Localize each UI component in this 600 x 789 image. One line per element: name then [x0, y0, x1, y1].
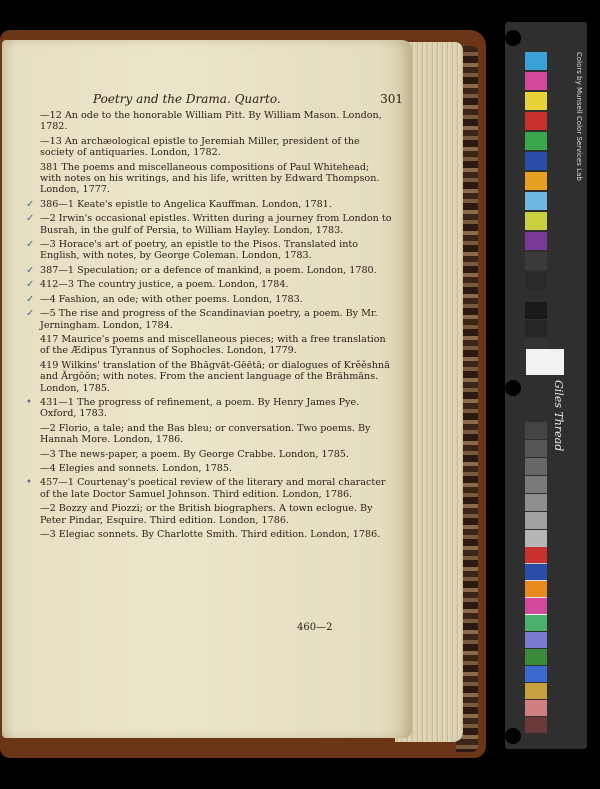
color-swatch	[525, 232, 547, 250]
catalog-entry	[26, 396, 392, 420]
entry-text: The poems and miscellaneous compositions of Paul Whitehead; with notes on his writings, and his life, written by Edward Thompson. London, 1777.	[40, 161, 380, 196]
color-swatch	[525, 598, 547, 614]
entry-number: —3	[40, 448, 56, 460]
color-swatch	[525, 132, 547, 150]
tick-mark: ✓	[26, 308, 35, 320]
tick-mark: ✓	[26, 239, 35, 251]
entry-number: —4	[40, 462, 56, 474]
tick-mark: ✓	[26, 279, 35, 291]
entry-text: Florio, a tale; and the Bas bleu; or conversation. Two poems. By Hannah More. London, 1786.	[40, 422, 371, 446]
entry-text: An archæological epistle to Jeremiah Miller, president of the society of antiquaries. London, 1782.	[40, 135, 360, 159]
entry-number: —4	[40, 293, 56, 305]
entry-text: Bozzy and Piozzi; or the British biographers. A town eclogue. By Peter Pindar, Esquire. Third edition. London, 1786.	[40, 503, 373, 526]
entry-text: Maurice's poems and miscellaneous pieces; with a free translation of the Ædipus Tyrannus of Sophocles. London, 1779.	[40, 333, 386, 357]
color-swatch	[525, 212, 547, 230]
entry-number: —5	[40, 308, 56, 320]
entry-number: 412—3	[40, 279, 75, 291]
color-swatch	[525, 564, 547, 580]
catalog-entry	[40, 360, 392, 394]
color-swatch	[525, 252, 547, 270]
entry-number: —12	[40, 110, 62, 121]
catalog-entry	[40, 162, 392, 196]
gray-swatch	[525, 494, 547, 511]
page-number: 301	[380, 92, 403, 106]
entry-text: Speculation; or a defence of mankind, a poem. London, 1780.	[77, 264, 377, 276]
target-hole-top	[505, 30, 521, 46]
entry-text: The rise and progress of the Scandinavian poetry, a poem. By Mr. Jerningham. London, 1784.	[40, 308, 378, 331]
gray-swatch	[525, 440, 547, 457]
color-swatch	[525, 615, 547, 631]
entry-text: Horace's art of poetry, an epistle to the Pisos. Translated into English, with notes, by George Coleman. London, 1783.	[40, 239, 359, 262]
entry-text: Wilkins' translation of the Bhăgvăt-Gēētā; or dialogues of Krěěshnă and Ărgŏŏn; with notes. From the ancient language of the Brăhmăns. London, 1785.	[40, 359, 390, 394]
catalog-entry	[26, 239, 392, 262]
target-brand: Giles Thread	[552, 380, 565, 452]
entry-text: Irwin's occasional epistles. Written during a journey from London to Busrah, in the gulf of Persia, to William Hayley. London, 1783.	[40, 213, 392, 236]
color-swatch	[525, 152, 547, 170]
gray-swatch	[525, 320, 547, 337]
entry-text: Elegiac sonnets. By Charlotte Smith. Third edition. London, 1786.	[58, 529, 381, 540]
tick-mark: •	[26, 477, 32, 489]
entry-text: Courtenay's poetical review of the literary and moral character of the late Doctor Samuel Johnson. Third edition. London, 1786.	[40, 477, 386, 500]
entry-number: —3	[40, 239, 56, 251]
entry-list	[26, 110, 392, 543]
color-swatch	[525, 666, 547, 682]
color-swatch	[525, 547, 547, 563]
target-label: Colors by Munsell Color Services Lab	[575, 52, 583, 181]
target-hole-middle	[505, 380, 521, 396]
entry-text: The progress of refinement, a poem. By Henry James Pye. Oxford, 1783.	[40, 396, 360, 420]
catalog-entry	[26, 477, 392, 500]
color-swatch	[525, 72, 547, 90]
color-swatch	[525, 272, 547, 290]
catalog-entry	[40, 529, 392, 540]
tick-mark: ✓	[26, 198, 35, 210]
entry-number: —2	[40, 213, 56, 225]
color-swatch	[525, 649, 547, 665]
catalog-entry	[26, 198, 392, 210]
color-swatch	[525, 52, 547, 70]
entry-text: Elegies and sonnets. London, 1785.	[58, 462, 233, 474]
entry-number: —3	[40, 529, 56, 540]
target-hole-bottom	[505, 728, 521, 744]
catalog-entry	[40, 423, 392, 446]
catalog-entry	[26, 293, 392, 305]
catalog-entry	[40, 136, 392, 159]
entry-text: An ode to the honorable William Pitt. By William Mason. London, 1782.	[40, 110, 382, 133]
catalog-entry	[40, 110, 392, 133]
grid-box	[526, 349, 564, 375]
tick-mark: ✓	[26, 293, 35, 305]
catalog-entry	[40, 463, 392, 474]
entry-number: 419	[40, 359, 59, 371]
page-header-title: Poetry and the Drama. Quarto.	[93, 92, 281, 106]
entry-number: —2	[40, 503, 56, 515]
catalog-entry	[26, 213, 392, 236]
entry-number: —13	[40, 135, 62, 147]
entry-number: 431—1	[40, 396, 75, 408]
color-swatch	[525, 717, 547, 733]
catalog-entry	[26, 264, 392, 276]
entry-text: The news-paper, a poem. By George Crabbe. London, 1785.	[58, 448, 349, 460]
gray-swatch	[525, 512, 547, 529]
gray-swatch	[525, 476, 547, 493]
gray-swatch	[525, 422, 547, 439]
entry-number: 457—1	[40, 477, 75, 489]
color-swatch	[525, 92, 547, 110]
catalog-entry	[40, 449, 392, 460]
catalog-entry	[26, 279, 392, 291]
entry-number: —2	[40, 422, 56, 434]
gray-swatch	[525, 458, 547, 475]
catalog-entry	[40, 334, 392, 357]
gray-swatch	[525, 302, 547, 319]
catchword: 460—2	[297, 622, 333, 633]
entry-text: Keate's epistle to Angelica Kauffman. London, 1781.	[77, 198, 332, 210]
color-swatch	[525, 632, 547, 648]
color-swatch	[525, 683, 547, 699]
gray-swatch	[525, 530, 547, 547]
color-swatch	[525, 192, 547, 210]
color-swatch	[525, 581, 547, 597]
color-swatch	[525, 172, 547, 190]
entry-number: 387—1	[40, 264, 75, 276]
color-swatch	[525, 700, 547, 716]
entry-number: 386—1	[40, 198, 75, 210]
tick-mark: •	[26, 396, 32, 408]
entry-number: 417	[40, 333, 59, 345]
page-header	[93, 92, 403, 106]
color-swatch	[525, 112, 547, 130]
entry-text: Fashion, an ode; with other poems. London, 1783.	[58, 293, 303, 305]
entry-number: 381	[40, 161, 59, 173]
catalog-entry	[40, 503, 392, 526]
catalog-entry	[26, 308, 392, 331]
tick-mark: ✓	[26, 213, 35, 225]
entry-text: The country justice, a poem. London, 1784.	[77, 279, 289, 291]
tick-mark: ✓	[26, 264, 35, 276]
